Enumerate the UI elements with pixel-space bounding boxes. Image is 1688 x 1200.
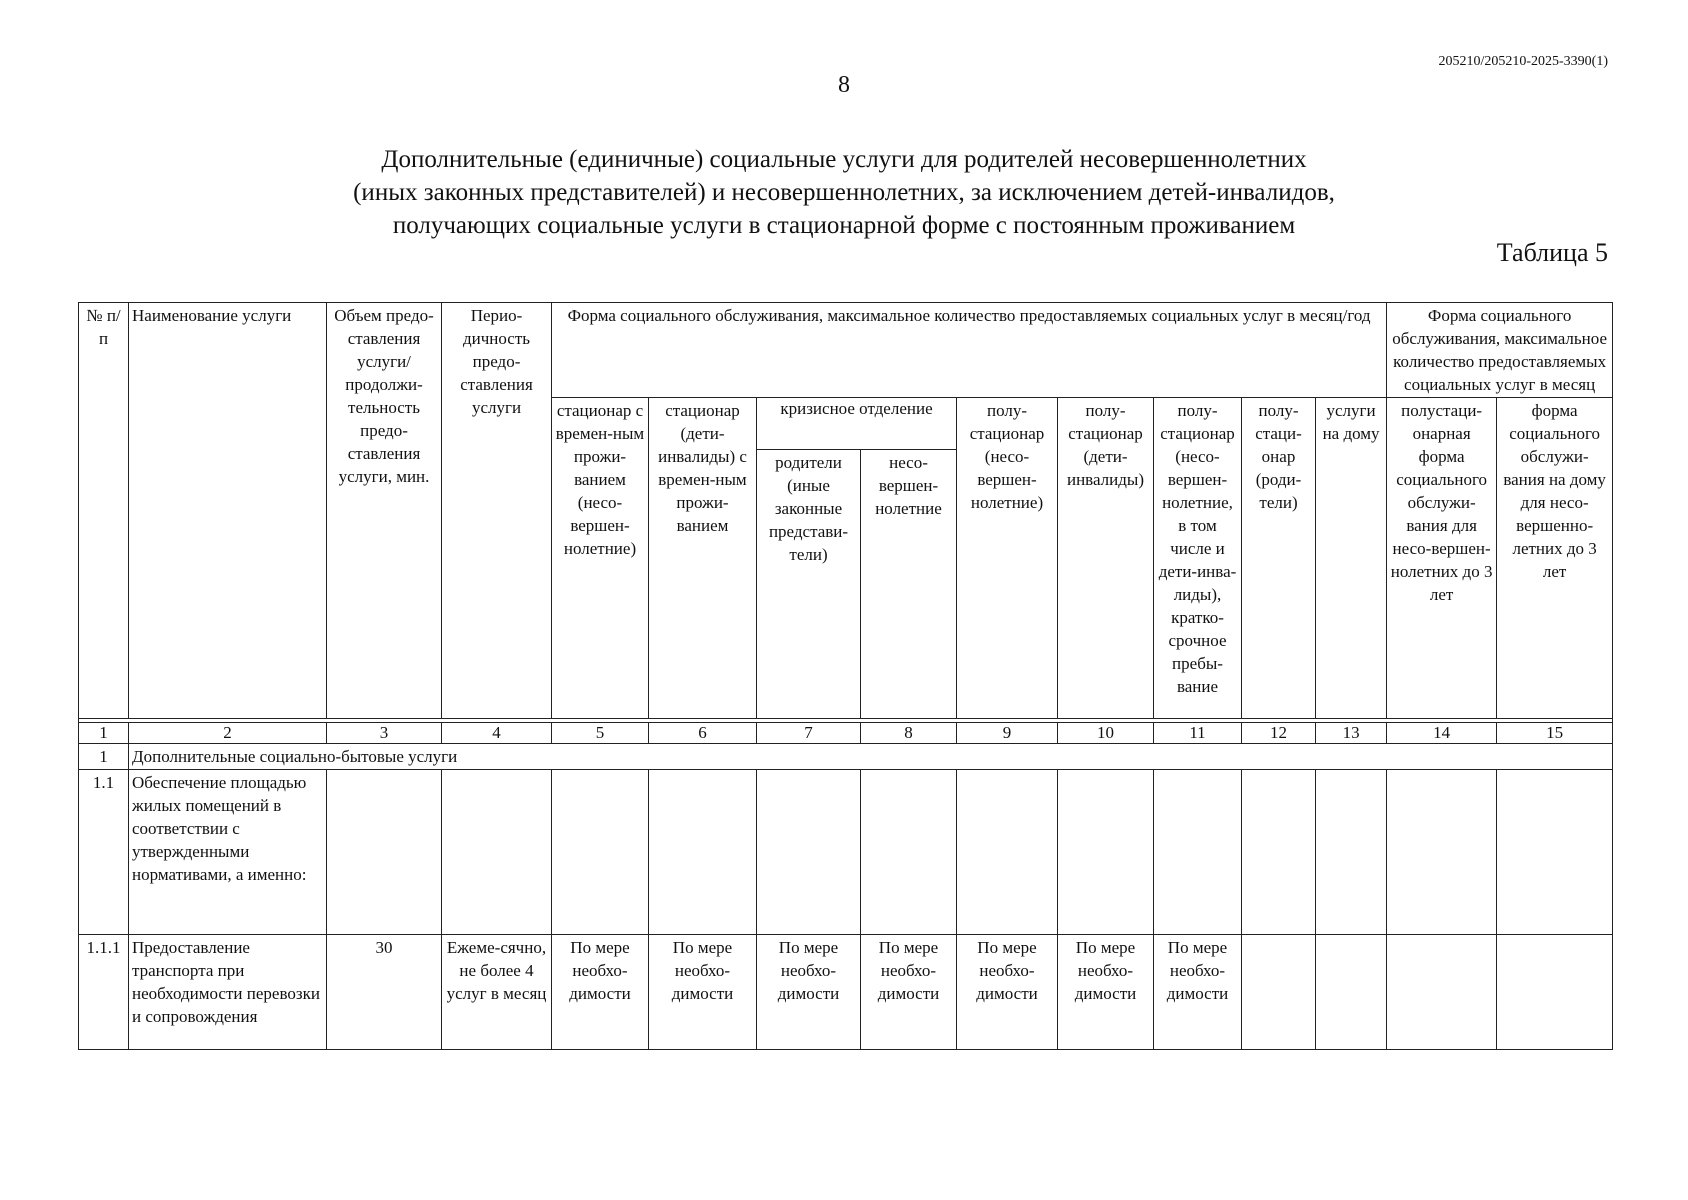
column-number: 11 xyxy=(1154,723,1242,744)
header-service-name: Наименование услуги xyxy=(129,303,327,719)
column-number: 8 xyxy=(861,723,957,744)
header-col-14: полустаци-онарная форма социального обслужи-вания для несо-вершен-нолетних до 3 лет xyxy=(1387,398,1497,719)
document-id: 205210/205210-2025-3390(1) xyxy=(1438,54,1608,69)
row-cell: По мере необхо-димости xyxy=(957,935,1058,1050)
row-volume xyxy=(327,770,442,935)
row-cell xyxy=(1242,935,1316,1050)
title-line: Дополнительные (единичные) социальные услуги для родителей несовершеннолетних xyxy=(381,146,1307,173)
header-col-7: родители (иные законные представи-тели) xyxy=(757,450,861,719)
column-number: 15 xyxy=(1497,723,1613,744)
row-cell: По мере необхо-димости xyxy=(1154,935,1242,1050)
row-cell xyxy=(1058,770,1154,935)
header-col-5: стационар с времен-ным прожи-ванием (несо-вершен-нолетние) xyxy=(552,398,649,719)
row-cell: По мере необхо-димости xyxy=(1058,935,1154,1050)
row-cell xyxy=(649,770,757,935)
row-cell: По мере необхо-димости xyxy=(861,935,957,1050)
section-row xyxy=(79,744,1613,770)
row-cell: По мере необхо-димости xyxy=(757,935,861,1050)
table-label: Таблица 5 xyxy=(1496,238,1608,267)
section-number: 1 xyxy=(79,744,129,770)
row-cell xyxy=(1316,770,1387,935)
column-number-row xyxy=(79,723,1613,744)
header-num: № п/п xyxy=(79,303,129,719)
header-col-6: стационар (дети-инвалиды) с времен-ным прожи-ванием xyxy=(649,398,757,719)
column-number: 5 xyxy=(552,723,649,744)
column-number: 7 xyxy=(757,723,861,744)
row-cell xyxy=(1497,935,1613,1050)
column-number: 10 xyxy=(1058,723,1154,744)
row-cell xyxy=(861,770,957,935)
header-col-13: услуги на дому xyxy=(1316,398,1387,719)
header-crisis: кризисное отделение xyxy=(757,398,957,450)
header-col-8: несо-вершен-нолетние xyxy=(861,450,957,719)
row-volume: 30 xyxy=(327,935,442,1050)
row-cell: По мере необхо-димости xyxy=(649,935,757,1050)
column-number: 1 xyxy=(79,723,129,744)
header-col-12: полу-стаци-онар (роди-тели) xyxy=(1242,398,1316,719)
header-periodicity: Перио-дичность предо-ставления услуги xyxy=(442,303,552,719)
header-volume: Объем предо-ставления услуги/ продолжи-тельность предо-ставления услуги, мин. xyxy=(327,303,442,719)
row-cell xyxy=(1316,935,1387,1050)
row-service-name: Предоставление транспорта при необходимости перевозки и сопровождения xyxy=(129,935,327,1050)
column-number: 6 xyxy=(649,723,757,744)
row-cell: По мере необхо-димости xyxy=(552,935,649,1050)
row-cell xyxy=(957,770,1058,935)
column-number: 9 xyxy=(957,723,1058,744)
header-group-form: Форма социального обслуживания, максимальное количество предоставляемых социальных услуг в месяц/год xyxy=(552,303,1387,398)
column-number: 12 xyxy=(1242,723,1316,744)
row-cell xyxy=(1387,935,1497,1050)
section-title: Дополнительные социально-бытовые услуги xyxy=(129,744,1613,770)
title-line: получающих социальные услуги в стационарной форме с постоянным проживанием xyxy=(392,212,1296,239)
page-number: 8 xyxy=(838,72,850,98)
header-col-10: полу-стационар (дети-инвалиды) xyxy=(1058,398,1154,719)
row-periodicity xyxy=(442,770,552,935)
column-number: 2 xyxy=(129,723,327,744)
row-service-name: Обеспечение площадью жилых помещений в соответствии с утвержденными нормативами, а именно: xyxy=(129,770,327,935)
row-cell xyxy=(1154,770,1242,935)
title-line: (иных законных представителей) и несовершеннолетних, за исключением детей-инвалидов, xyxy=(353,179,1335,206)
column-number: 4 xyxy=(442,723,552,744)
row-cell xyxy=(1242,770,1316,935)
services-table xyxy=(78,302,1613,1050)
row-cell xyxy=(552,770,649,935)
column-number: 13 xyxy=(1316,723,1387,744)
header-group-form-month: Форма социального обслуживания, максимальное количество предоставляемых социальных услуг в месяц xyxy=(1387,303,1613,398)
header-col-9: полу-стационар (несо-вершен-нолетние) xyxy=(957,398,1058,719)
row-cell xyxy=(757,770,861,935)
column-number: 3 xyxy=(327,723,442,744)
row-number: 1.1 xyxy=(79,770,129,935)
table-row xyxy=(79,935,1613,1050)
row-cell xyxy=(1497,770,1613,935)
header-col-11: полу-стационар (несо-вершен-нолетние, в том числе и дети-инва-лиды), кратко-срочное пребы-вание xyxy=(1154,398,1242,719)
table-row xyxy=(79,770,1613,935)
document-title xyxy=(0,143,1688,242)
header-row-top xyxy=(79,303,1613,398)
column-number: 14 xyxy=(1387,723,1497,744)
row-periodicity: Ежеме-сячно, не более 4 услуг в месяц xyxy=(442,935,552,1050)
row-number: 1.1.1 xyxy=(79,935,129,1050)
row-cell xyxy=(1387,770,1497,935)
header-col-15: форма социального обслужи-вания на дому для несо-вершенно-летних до 3 лет xyxy=(1497,398,1613,719)
